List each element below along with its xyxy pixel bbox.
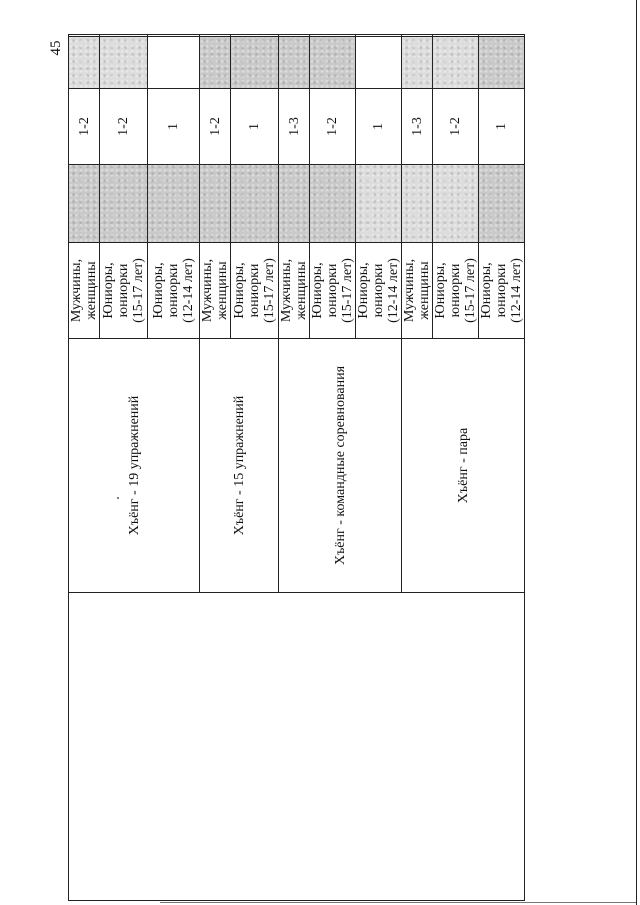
document-page: [48, 35, 524, 901]
blank-column: [69, 593, 525, 901]
shaded-cell: [402, 165, 433, 243]
group-cell: [100, 243, 148, 339]
age-cell: 1: [479, 89, 525, 165]
shaded-cell: [148, 165, 200, 243]
group-cell: [148, 243, 200, 339]
age-range-label: (15-17 лет): [463, 258, 478, 323]
group-label: Мужчины, женщины: [402, 258, 432, 323]
shaded-cell: [200, 165, 231, 243]
group-label: Мужчины, женщины: [69, 258, 99, 323]
group-cell: [200, 243, 231, 339]
shaded-cell: [356, 165, 402, 243]
group-cell: [402, 243, 433, 339]
value-cell: [433, 35, 479, 37]
group-cell: [279, 243, 310, 339]
group-label: Юниоры, юниорки: [151, 262, 181, 319]
age-range-label: (15-17 лет): [131, 258, 146, 323]
discipline-name: Хъёнг - 15 упражнений: [200, 339, 279, 593]
value-cell: [356, 35, 402, 37]
group-label: Юниоры, юниорки: [101, 262, 131, 319]
discipline-name: Хъёнг - 19 упражнений: [69, 339, 200, 593]
shaded-cell: [100, 37, 148, 89]
group-label: Юниоры, юниорки: [479, 262, 509, 319]
group-cell: [69, 243, 100, 339]
age-cell: 1-2: [100, 89, 148, 165]
shaded-cell: [479, 37, 525, 89]
age-range-label: (12-14 лет): [509, 258, 524, 323]
value-cell: [279, 35, 310, 37]
group-cell: [356, 243, 402, 339]
value-cell: [479, 35, 525, 37]
group-label: Юниоры, юниорки: [310, 262, 340, 319]
age-cell: 1: [356, 89, 402, 165]
group-label: Мужчины, женщины: [279, 258, 309, 323]
shaded-cell: [402, 37, 433, 89]
group-cell: [310, 243, 356, 339]
age-range-label: (15-17 лет): [340, 258, 355, 323]
age-cell: 1-2: [200, 89, 231, 165]
shaded-cell: [479, 165, 525, 243]
shaded-cell: [231, 37, 279, 89]
group-cell: [479, 243, 525, 339]
sports-table: [68, 34, 525, 901]
shaded-cell: [100, 165, 148, 243]
age-cell: 1-2: [433, 89, 479, 165]
group-label: Юниоры, юниорки: [232, 262, 262, 319]
value-cell: [402, 35, 433, 37]
shaded-cell: [231, 165, 279, 243]
age-cell: 1: [148, 89, 200, 165]
value-cell: [200, 35, 231, 37]
age-cell: 1-2: [310, 89, 356, 165]
value-cell: [310, 35, 356, 37]
shaded-cell: [310, 37, 356, 89]
age-range-label: (12-14 лет): [386, 258, 401, 323]
shaded-cell: [69, 165, 100, 243]
age-cell: 1-2: [69, 89, 100, 165]
shaded-cell: [433, 37, 479, 89]
value-cell: [69, 35, 100, 37]
shaded-cell: [279, 37, 310, 89]
discipline-name: Хъёнг - пара: [402, 339, 525, 593]
value-cell: [100, 35, 148, 37]
group-cell: [433, 243, 479, 339]
value-cell: [231, 35, 279, 37]
value-cell: [148, 35, 200, 37]
empty-cell: [148, 37, 200, 89]
group-label: Юниоры, юниорки: [433, 262, 463, 319]
shaded-cell: [310, 165, 356, 243]
age-range-label: (15-17 лет): [262, 258, 277, 323]
shaded-cell: [279, 165, 310, 243]
shaded-cell: [433, 165, 479, 243]
page-edge-right: [636, 0, 637, 905]
age-range-label: (12-14 лет): [181, 258, 196, 323]
empty-cell: [356, 37, 402, 89]
group-cell: [231, 243, 279, 339]
discipline-name: Хъёнг - командные соревнования: [279, 339, 402, 593]
group-label: Юниоры, юниорки: [356, 262, 386, 319]
group-label: Мужчины, женщины: [200, 258, 230, 323]
shaded-cell: [200, 37, 231, 89]
age-cell: 1-3: [279, 89, 310, 165]
table-row: [69, 35, 100, 901]
page-number: 45: [48, 40, 64, 56]
age-cell: 1-3: [402, 89, 433, 165]
page-edge-bottom: [160, 902, 636, 903]
shaded-cell: [69, 37, 100, 89]
age-cell: 1: [231, 89, 279, 165]
